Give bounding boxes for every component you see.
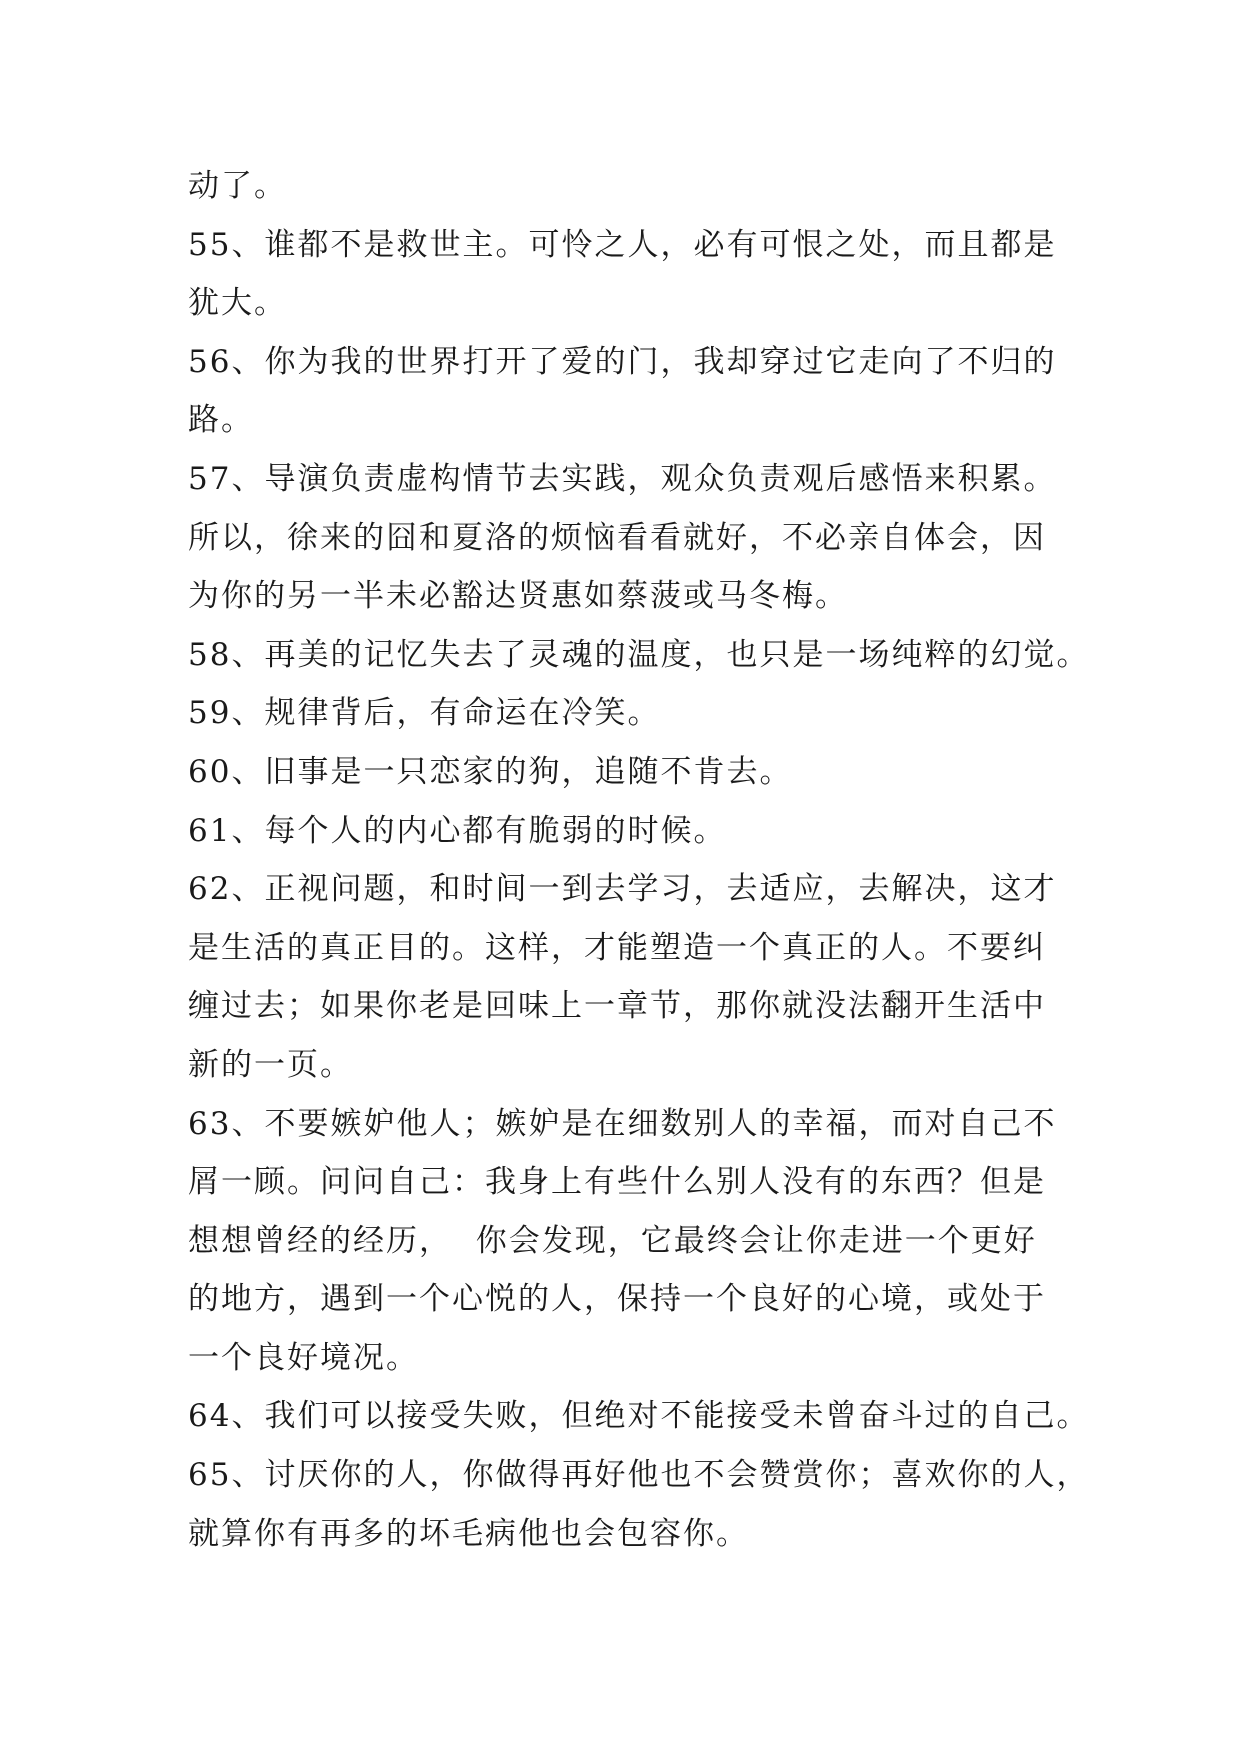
- text-line: 屑一顾。问问自己：我身上有些什么别人没有的东西？但是: [188, 1164, 1046, 1201]
- text-line: 64、我们可以接受失败，但绝对不能接受未曾奋斗过的自己。: [188, 1398, 1090, 1435]
- text-line: 61、每个人的内心都有脆弱的时候。: [188, 812, 727, 849]
- text-line: 57、导演负责虚构情节去实践，观众负责观后感悟来积累。: [188, 460, 1057, 497]
- text-line: 一个良好境况。: [188, 1339, 419, 1376]
- text-line: 的地方，遇到一个心悦的人，保持一个良好的心境，或处于: [188, 1281, 1046, 1318]
- text-line: 62、正视问题，和时间一到去学习，去适应，去解决，这才: [188, 871, 1057, 908]
- text-line: 为你的另一半未必豁达贤惠如蔡菠或马冬梅。: [188, 578, 848, 615]
- text-line: 63、不要嫉妒他人；嫉妒是在细数别人的幸福，而对自己不: [188, 1105, 1057, 1142]
- text-line: 路。: [188, 402, 254, 439]
- text-line: 动了。: [188, 168, 287, 204]
- text-line: 是生活的真正目的。这样，才能塑造一个真正的人。不要纠: [188, 929, 1046, 966]
- text-line: 缠过去；如果你老是回味上一章节，那你就没法翻开生活中: [188, 988, 1046, 1025]
- text-line: 就算你有再多的坏毛病他也会包容你。: [188, 1515, 749, 1552]
- text-line: 新的一页。: [188, 1046, 353, 1083]
- text-line: 58、再美的记忆失去了灵魂的温度，也只是一场纯粹的幻觉。: [188, 636, 1090, 673]
- text-line: 65、讨厌你的人，你做得再好他也不会赞赏你；喜欢你的人，: [188, 1457, 1090, 1494]
- text-line: 55、谁都不是救世主。可怜之人，必有可恨之处，而且都是: [188, 226, 1057, 263]
- text-line: 想想曾经的经历， 你会发现，它最终会让你走进一个更好: [188, 1222, 1037, 1259]
- text-line: 所以，徐来的囧和夏洛的烦恼看看就好，不必亲自体会，因: [188, 519, 1046, 556]
- text-line: 60、旧事是一只恋家的狗，追随不肯去。: [188, 753, 793, 790]
- text-line: 59、规律背后，有命运在冷笑。: [188, 695, 661, 732]
- text-line: 56、你为我的世界打开了爱的门，我却穿过它走向了不归的: [188, 343, 1057, 380]
- quote-text-block: [188, 157, 1090, 1563]
- text-line: 犹大。: [188, 285, 287, 322]
